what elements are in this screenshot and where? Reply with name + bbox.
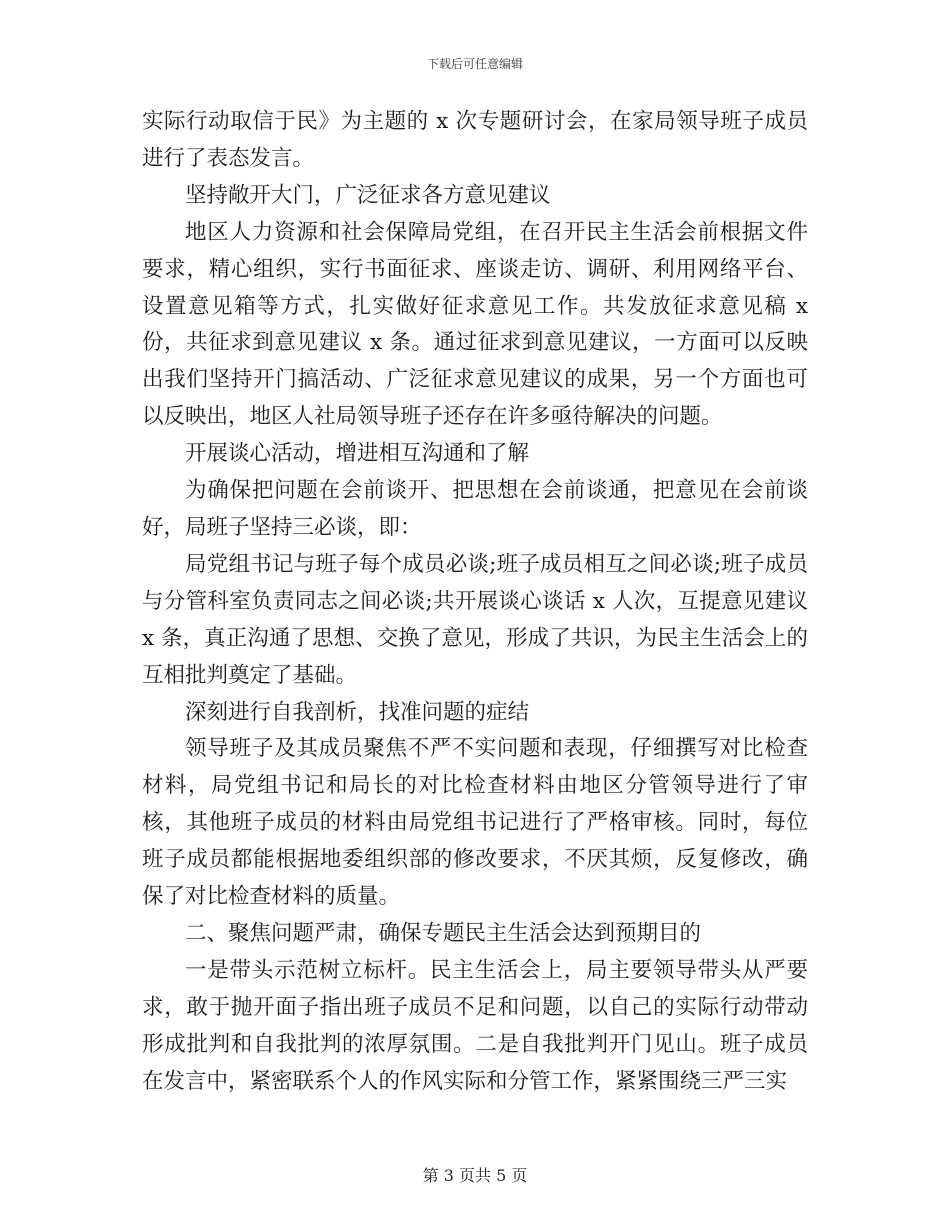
page-footer: 第 3 页共 5 页 (422, 1166, 528, 1185)
paragraph: 实际行动取信于民》为主题的 x 次专题研讨会，在家局领导班子成员进行了表态发言。 (142, 109, 808, 171)
page-header: 下载后可任意编辑 (426, 57, 523, 71)
paragraph: 局党组书记与班子每个成员必谈;班子成员相互之间必谈;班子成员与分管科室负责同志之间必谈;共开展谈心谈话 x 人次，互提意见建议 x 条，真正沟通了思想、交换了意见，形成了共识，为民主生活会上的互相批判奠定了基础。 (142, 551, 808, 688)
paragraph: 一是带头示范树立标杆。民主生活会上，局主要领导带头从严要求，敢于抛开面子指出班子成员不足和问题，以自己的实际行动带动形成批判和自我批判的浓厚氛围。二是自我批判开门见山。班子成员在发言中，紧密联系个人的作风实际和分管工作，紧紧围绕三严三实 (142, 957, 808, 1094)
paragraph: 领导班子及其成员聚焦不严不实问题和表现，仔细撰写对比检查材料，局党组书记和局长的对比检查材料由地区分管领导进行了审核，其他班子成员的材料由局党组书记进行了严格审核。同时，每位班子成员都能根据地委组织部的修改要求，不厌其烦，反复修改，确保了对比检查材料的质量。 (142, 736, 808, 910)
document-body (142, 104, 808, 1100)
section-heading: 二、聚焦问题严肃，确保专题民主生活会达到预期目的 (185, 920, 702, 946)
paragraph: 地区人力资源和社会保障局党组，在召开民主生活会前根据文件要求，精心组织，实行书面征求、座谈走访、调研、利用网络平台、设置意见箱等方式，扎实做好征求意见工作。共发放征求意见稿 x 份，共征求到意见建议 x 条。通过征求到意见建议，一方面可以反映出我们坚持开门搞活动、广泛征求意见建议的成果，另一个方面也可以反映出，地区人社局领导班子还存在许多亟待解决的问题。 (142, 219, 808, 430)
section-heading: 开展谈心活动，增进相互沟通和了解 (185, 441, 530, 467)
paragraph: 为确保把问题在会前谈开、把思想在会前谈通，把意见在会前谈好，局班子坚持三必谈，即： (142, 478, 808, 540)
section-heading: 深刻进行自我剖析，找准问题的症结 (185, 699, 530, 725)
section-heading: 坚持敞开大门，广泛征求各方意见建议 (185, 182, 551, 208)
